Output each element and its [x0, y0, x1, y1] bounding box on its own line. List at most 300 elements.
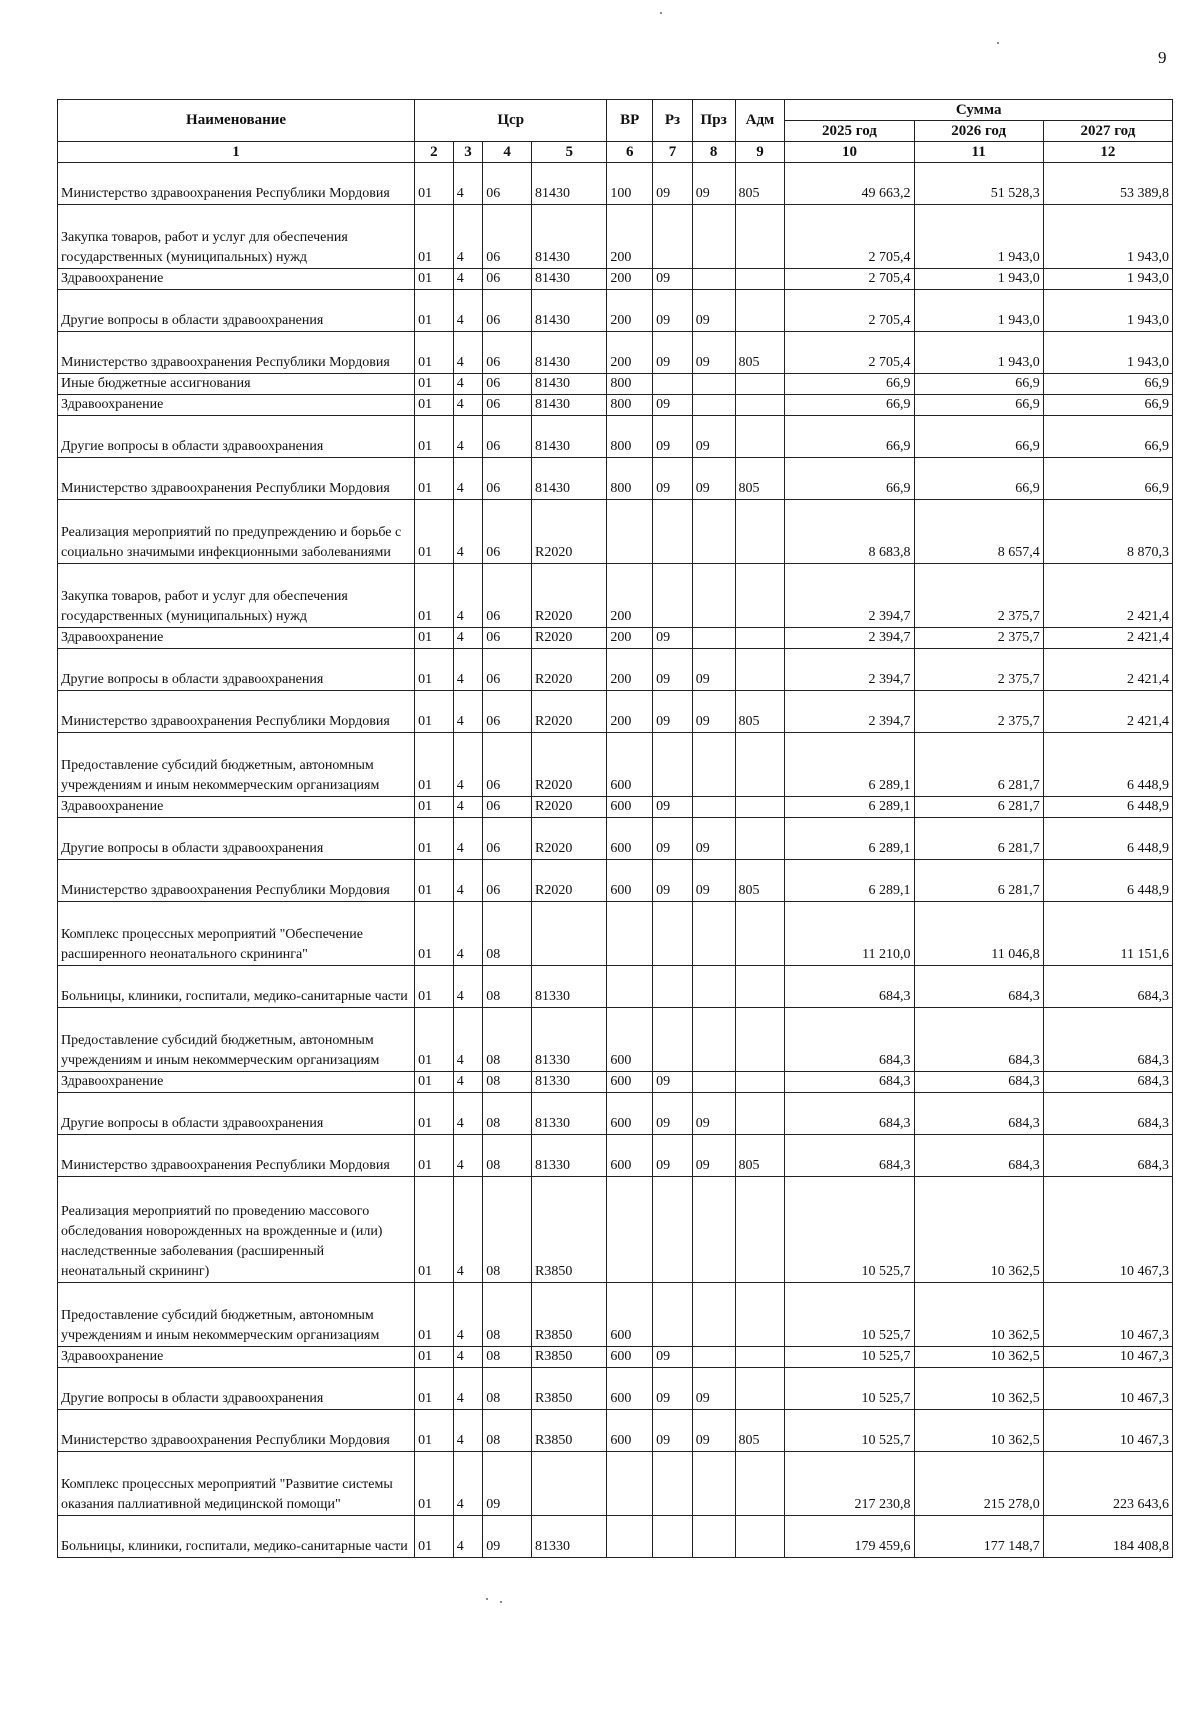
prz-code: 09 [692, 649, 735, 691]
csr-subprogram: 06 [483, 733, 532, 797]
adm-code [735, 1177, 785, 1283]
csr-program: 01 [415, 395, 454, 416]
rz-code: 09 [653, 1368, 693, 1410]
csr-program: 01 [415, 1135, 454, 1177]
sum-2027: 10 467,3 [1043, 1368, 1172, 1410]
table-row [58, 1452, 1173, 1516]
csr-direction [532, 902, 607, 966]
sum-2027: 6 448,9 [1043, 733, 1172, 797]
csr-subprogram: 08 [483, 1410, 532, 1452]
csr-subprogram: 08 [483, 1008, 532, 1072]
column-number: 3 [453, 142, 483, 163]
csr-direction: R2020 [532, 500, 607, 564]
prz-code [692, 966, 735, 1008]
csr-type: 4 [453, 902, 483, 966]
csr-subprogram: 06 [483, 691, 532, 733]
row-name: Предоставление субсидий бюджетным, автономным учреждениям и иным некоммерческим организациям [58, 733, 415, 797]
sum-2025: 2 394,7 [785, 564, 914, 628]
sum-2026: 10 362,5 [914, 1410, 1043, 1452]
rz-code [653, 1177, 693, 1283]
sum-2025: 2 394,7 [785, 649, 914, 691]
header-row [58, 100, 1173, 121]
prz-code [692, 1008, 735, 1072]
csr-direction: 81430 [532, 374, 607, 395]
sum-2027: 1 943,0 [1043, 205, 1172, 269]
prz-code: 09 [692, 860, 735, 902]
csr-program: 01 [415, 205, 454, 269]
row-name: Другие вопросы в области здравоохранения [58, 290, 415, 332]
rz-code: 09 [653, 691, 693, 733]
row-name: Министерство здравоохранения Республики Мордовия [58, 1410, 415, 1452]
csr-direction [532, 1452, 607, 1516]
vr-code: 600 [607, 1410, 653, 1452]
row-name: Министерство здравоохранения Республики Мордовия [58, 1135, 415, 1177]
sum-2025: 11 210,0 [785, 902, 914, 966]
csr-subprogram: 06 [483, 395, 532, 416]
csr-program: 01 [415, 1177, 454, 1283]
sum-2026: 6 281,7 [914, 860, 1043, 902]
sum-2027: 53 389,8 [1043, 163, 1172, 205]
sum-2027: 11 151,6 [1043, 902, 1172, 966]
csr-type: 4 [453, 1008, 483, 1072]
adm-code [735, 1283, 785, 1347]
sum-2027: 10 467,3 [1043, 1177, 1172, 1283]
header-prz: Прз [692, 100, 735, 142]
rz-code: 09 [653, 818, 693, 860]
row-name: Иные бюджетные ассигнования [58, 374, 415, 395]
table-row [58, 649, 1173, 691]
vr-code [607, 500, 653, 564]
sum-2026: 10 362,5 [914, 1177, 1043, 1283]
adm-code [735, 966, 785, 1008]
row-name: Другие вопросы в области здравоохранения [58, 649, 415, 691]
vr-code [607, 1177, 653, 1283]
row-name: Предоставление субсидий бюджетным, автономным учреждениям и иным некоммерческим организациям [58, 1283, 415, 1347]
vr-code: 800 [607, 416, 653, 458]
csr-program: 01 [415, 966, 454, 1008]
row-name: Другие вопросы в области здравоохранения [58, 818, 415, 860]
csr-type: 4 [453, 374, 483, 395]
csr-program: 01 [415, 691, 454, 733]
row-name: Предоставление субсидий бюджетным, автономным учреждениям и иным некоммерческим организациям [58, 1008, 415, 1072]
sum-2026: 66,9 [914, 416, 1043, 458]
adm-code: 805 [735, 163, 785, 205]
csr-program: 01 [415, 332, 454, 374]
sum-2026: 2 375,7 [914, 628, 1043, 649]
sum-2026: 11 046,8 [914, 902, 1043, 966]
prz-code: 09 [692, 1135, 735, 1177]
csr-type: 4 [453, 1093, 483, 1135]
csr-subprogram: 08 [483, 966, 532, 1008]
prz-code [692, 205, 735, 269]
csr-program: 01 [415, 458, 454, 500]
row-name: Здравоохранение [58, 628, 415, 649]
rz-code [653, 1452, 693, 1516]
row-name: Министерство здравоохранения Республики Мордовия [58, 860, 415, 902]
row-name: Другие вопросы в области здравоохранения [58, 416, 415, 458]
vr-code: 600 [607, 818, 653, 860]
csr-direction: 81330 [532, 1008, 607, 1072]
sum-2026: 684,3 [914, 1072, 1043, 1093]
table-row [58, 1093, 1173, 1135]
csr-direction: R2020 [532, 818, 607, 860]
csr-direction: 81430 [532, 290, 607, 332]
sum-2025: 49 663,2 [785, 163, 914, 205]
sum-2027: 66,9 [1043, 395, 1172, 416]
table-row [58, 395, 1173, 416]
csr-program: 01 [415, 902, 454, 966]
column-number: 6 [607, 142, 653, 163]
row-name: Министерство здравоохранения Республики Мордовия [58, 458, 415, 500]
csr-subprogram: 08 [483, 1177, 532, 1283]
vr-code: 200 [607, 628, 653, 649]
column-number: 2 [415, 142, 454, 163]
header-vr: ВР [607, 100, 653, 142]
csr-subprogram: 06 [483, 163, 532, 205]
prz-code: 09 [692, 818, 735, 860]
csr-type: 4 [453, 691, 483, 733]
sum-2026: 1 943,0 [914, 290, 1043, 332]
rz-code: 09 [653, 649, 693, 691]
table-row [58, 332, 1173, 374]
table-row [58, 1008, 1173, 1072]
sum-2027: 66,9 [1043, 374, 1172, 395]
csr-subprogram: 06 [483, 269, 532, 290]
prz-code: 09 [692, 163, 735, 205]
rz-code: 09 [653, 1093, 693, 1135]
csr-direction: 81430 [532, 416, 607, 458]
rz-code: 09 [653, 797, 693, 818]
csr-program: 01 [415, 1072, 454, 1093]
sum-2025: 10 525,7 [785, 1368, 914, 1410]
sum-2026: 66,9 [914, 395, 1043, 416]
adm-code: 805 [735, 1135, 785, 1177]
prz-code [692, 1347, 735, 1368]
sum-2025: 179 459,6 [785, 1516, 914, 1558]
csr-direction: R3850 [532, 1283, 607, 1347]
csr-direction: R3850 [532, 1347, 607, 1368]
sum-2025: 66,9 [785, 374, 914, 395]
sum-2026: 6 281,7 [914, 797, 1043, 818]
csr-direction: 81430 [532, 332, 607, 374]
rz-code: 09 [653, 860, 693, 902]
csr-type: 4 [453, 628, 483, 649]
sum-2027: 684,3 [1043, 1008, 1172, 1072]
sum-2025: 2 705,4 [785, 205, 914, 269]
header-adm: Адм [735, 100, 785, 142]
scan-speck [486, 1598, 488, 1600]
vr-code: 200 [607, 290, 653, 332]
rz-code: 09 [653, 332, 693, 374]
csr-program: 01 [415, 269, 454, 290]
csr-program: 01 [415, 628, 454, 649]
sum-2025: 66,9 [785, 416, 914, 458]
table-row [58, 1410, 1173, 1452]
csr-subprogram: 06 [483, 205, 532, 269]
csr-subprogram: 06 [483, 416, 532, 458]
row-name: Здравоохранение [58, 1072, 415, 1093]
row-name: Здравоохранение [58, 1347, 415, 1368]
csr-subprogram: 06 [483, 290, 532, 332]
csr-subprogram: 08 [483, 1072, 532, 1093]
rz-code [653, 966, 693, 1008]
csr-direction: 81430 [532, 395, 607, 416]
adm-code [735, 290, 785, 332]
csr-program: 01 [415, 1347, 454, 1368]
table-row [58, 1135, 1173, 1177]
prz-code: 09 [692, 290, 735, 332]
sum-2025: 2 705,4 [785, 290, 914, 332]
prz-code: 09 [692, 332, 735, 374]
row-name: Комплекс процессных мероприятий "Развитие системы оказания паллиативной медицинской помощи" [58, 1452, 415, 1516]
table-row [58, 902, 1173, 966]
csr-program: 01 [415, 1008, 454, 1072]
sum-2026: 1 943,0 [914, 205, 1043, 269]
csr-direction: R2020 [532, 649, 607, 691]
csr-type: 4 [453, 269, 483, 290]
csr-type: 4 [453, 1347, 483, 1368]
scan-speck [660, 12, 662, 14]
csr-subprogram: 06 [483, 818, 532, 860]
sum-2027: 184 408,8 [1043, 1516, 1172, 1558]
csr-type: 4 [453, 332, 483, 374]
table-row [58, 733, 1173, 797]
rz-code [653, 205, 693, 269]
sum-2027: 2 421,4 [1043, 691, 1172, 733]
column-number: 5 [532, 142, 607, 163]
header-sum: Сумма [785, 100, 1173, 121]
csr-direction: R3850 [532, 1410, 607, 1452]
adm-code [735, 628, 785, 649]
csr-subprogram: 06 [483, 500, 532, 564]
scan-speck [997, 42, 999, 44]
prz-code [692, 1516, 735, 1558]
adm-code [735, 902, 785, 966]
prz-code [692, 564, 735, 628]
sum-2026: 66,9 [914, 374, 1043, 395]
sum-2025: 217 230,8 [785, 1452, 914, 1516]
prz-code [692, 395, 735, 416]
adm-code [735, 1072, 785, 1093]
csr-direction: R3850 [532, 1368, 607, 1410]
sum-2025: 684,3 [785, 1008, 914, 1072]
csr-program: 01 [415, 1452, 454, 1516]
csr-direction: 81430 [532, 458, 607, 500]
table-row [58, 163, 1173, 205]
sum-2025: 10 525,7 [785, 1177, 914, 1283]
csr-type: 4 [453, 500, 483, 564]
table-row [58, 818, 1173, 860]
rz-code [653, 1008, 693, 1072]
csr-program: 01 [415, 1368, 454, 1410]
rz-code: 09 [653, 1410, 693, 1452]
header-year-2025: 2025 год [785, 121, 914, 142]
vr-code: 600 [607, 797, 653, 818]
prz-code [692, 374, 735, 395]
sum-2025: 684,3 [785, 1135, 914, 1177]
sum-2025: 684,3 [785, 1072, 914, 1093]
rz-code [653, 1283, 693, 1347]
sum-2026: 10 362,5 [914, 1368, 1043, 1410]
column-number: 1 [58, 142, 415, 163]
table-row [58, 416, 1173, 458]
sum-2025: 8 683,8 [785, 500, 914, 564]
header-name: Наименование [58, 100, 415, 142]
csr-program: 01 [415, 797, 454, 818]
csr-direction: 81330 [532, 1093, 607, 1135]
table-row [58, 797, 1173, 818]
prz-code [692, 1283, 735, 1347]
sum-2026: 6 281,7 [914, 818, 1043, 860]
csr-type: 4 [453, 1516, 483, 1558]
csr-subprogram: 09 [483, 1452, 532, 1516]
csr-program: 01 [415, 163, 454, 205]
column-number: 11 [914, 142, 1043, 163]
adm-code [735, 205, 785, 269]
sum-2026: 2 375,7 [914, 564, 1043, 628]
sum-2025: 10 525,7 [785, 1347, 914, 1368]
sum-2026: 1 943,0 [914, 332, 1043, 374]
row-name: Больницы, клиники, госпитали, медико-санитарные части [58, 1516, 415, 1558]
sum-2027: 6 448,9 [1043, 797, 1172, 818]
row-name: Министерство здравоохранения Республики Мордовия [58, 332, 415, 374]
row-name: Закупка товаров, работ и услуг для обеспечения государственных (муниципальных) нужд [58, 205, 415, 269]
row-name: Министерство здравоохранения Республики Мордовия [58, 691, 415, 733]
vr-code: 600 [607, 733, 653, 797]
adm-code: 805 [735, 1410, 785, 1452]
adm-code [735, 500, 785, 564]
rz-code [653, 902, 693, 966]
adm-code [735, 1452, 785, 1516]
sum-2025: 684,3 [785, 1093, 914, 1135]
sum-2026: 177 148,7 [914, 1516, 1043, 1558]
page-number: 9 [1158, 48, 1167, 67]
sum-2027: 1 943,0 [1043, 290, 1172, 332]
sum-2027: 223 643,6 [1043, 1452, 1172, 1516]
sum-2026: 684,3 [914, 966, 1043, 1008]
csr-subprogram: 08 [483, 1093, 532, 1135]
csr-type: 4 [453, 1135, 483, 1177]
sum-2027: 684,3 [1043, 1072, 1172, 1093]
row-name: Здравоохранение [58, 797, 415, 818]
prz-code: 09 [692, 458, 735, 500]
table-row [58, 628, 1173, 649]
sum-2027: 1 943,0 [1043, 332, 1172, 374]
sum-2025: 2 394,7 [785, 628, 914, 649]
rz-code: 09 [653, 1347, 693, 1368]
csr-type: 4 [453, 818, 483, 860]
adm-code: 805 [735, 458, 785, 500]
csr-program: 01 [415, 860, 454, 902]
sum-2026: 2 375,7 [914, 649, 1043, 691]
table-row [58, 1177, 1173, 1283]
sum-2027: 8 870,3 [1043, 500, 1172, 564]
csr-direction: R3850 [532, 1177, 607, 1283]
sum-2026: 10 362,5 [914, 1347, 1043, 1368]
vr-code: 600 [607, 1135, 653, 1177]
sum-2025: 6 289,1 [785, 860, 914, 902]
csr-type: 4 [453, 649, 483, 691]
csr-subprogram: 08 [483, 1283, 532, 1347]
table-row [58, 269, 1173, 290]
table-row [58, 1283, 1173, 1347]
sum-2027: 66,9 [1043, 458, 1172, 500]
csr-subprogram: 06 [483, 860, 532, 902]
csr-subprogram: 08 [483, 1347, 532, 1368]
adm-code: 805 [735, 860, 785, 902]
vr-code [607, 1516, 653, 1558]
prz-code [692, 902, 735, 966]
csr-direction: R2020 [532, 733, 607, 797]
csr-subprogram: 08 [483, 1368, 532, 1410]
sum-2025: 6 289,1 [785, 797, 914, 818]
csr-direction: 81330 [532, 966, 607, 1008]
adm-code [735, 1368, 785, 1410]
table-row [58, 1347, 1173, 1368]
csr-direction: 81430 [532, 269, 607, 290]
csr-direction: 81330 [532, 1135, 607, 1177]
vr-code: 600 [607, 1093, 653, 1135]
sum-2027: 66,9 [1043, 416, 1172, 458]
csr-program: 01 [415, 1410, 454, 1452]
table-row [58, 966, 1173, 1008]
vr-code [607, 902, 653, 966]
adm-code [735, 269, 785, 290]
sum-2025: 2 394,7 [785, 691, 914, 733]
budget-table [57, 99, 1173, 1558]
csr-subprogram: 08 [483, 902, 532, 966]
prz-code [692, 1177, 735, 1283]
csr-type: 4 [453, 163, 483, 205]
sum-2025: 6 289,1 [785, 818, 914, 860]
row-name: Здравоохранение [58, 395, 415, 416]
sum-2026: 10 362,5 [914, 1283, 1043, 1347]
adm-code [735, 1516, 785, 1558]
sum-2026: 684,3 [914, 1093, 1043, 1135]
sum-2025: 2 705,4 [785, 269, 914, 290]
prz-code [692, 733, 735, 797]
csr-program: 01 [415, 290, 454, 332]
vr-code [607, 966, 653, 1008]
header-year-2026: 2026 год [914, 121, 1043, 142]
table-row [58, 500, 1173, 564]
sum-2027: 1 943,0 [1043, 269, 1172, 290]
sum-2026: 684,3 [914, 1008, 1043, 1072]
row-name: Больницы, клиники, госпитали, медико-санитарные части [58, 966, 415, 1008]
rz-code: 09 [653, 628, 693, 649]
adm-code [735, 797, 785, 818]
sum-2027: 684,3 [1043, 1135, 1172, 1177]
sum-2027: 2 421,4 [1043, 564, 1172, 628]
csr-subprogram: 06 [483, 374, 532, 395]
csr-type: 4 [453, 1283, 483, 1347]
prz-code: 09 [692, 1093, 735, 1135]
adm-code [735, 733, 785, 797]
adm-code [735, 395, 785, 416]
adm-code [735, 649, 785, 691]
table-row [58, 1516, 1173, 1558]
sum-2027: 6 448,9 [1043, 860, 1172, 902]
sum-2027: 10 467,3 [1043, 1347, 1172, 1368]
rz-code: 09 [653, 416, 693, 458]
adm-code [735, 416, 785, 458]
rz-code: 09 [653, 269, 693, 290]
vr-code: 600 [607, 1072, 653, 1093]
sum-2026: 66,9 [914, 458, 1043, 500]
adm-code [735, 818, 785, 860]
sum-2025: 10 525,7 [785, 1283, 914, 1347]
vr-code: 200 [607, 205, 653, 269]
